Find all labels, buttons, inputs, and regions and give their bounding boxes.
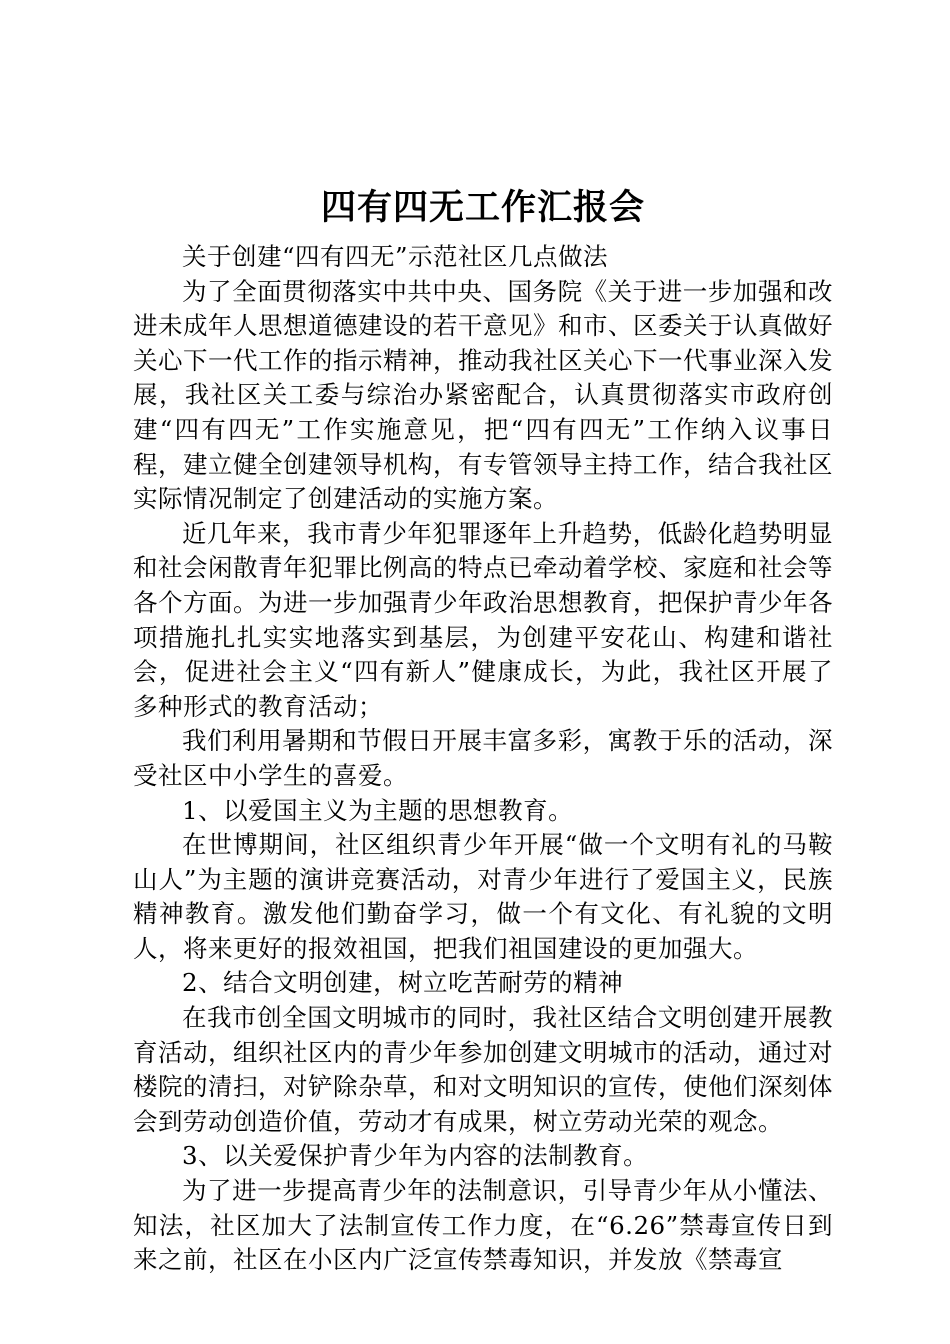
section-heading-2: 2、结合文明创建，树立吃苦耐劳的精神 bbox=[182, 968, 624, 998]
paragraph-subtitle: 关于创建“四有四无”示范社区几点做法 bbox=[182, 242, 609, 271]
paragraph-section-3: 为了进一步提高青少年的法制意识，引导青少年从小懂法、知法，社区加大了法制宣传工作力度，在“6.26”禁毒宣传日到来之前，社区在小区内广泛宣传禁毒知识，并发放《禁毒宣 bbox=[133, 1176, 833, 1275]
paragraph-activities: 我们利用暑期和节假日开展丰富多彩，寓教于乐的活动，深受社区中小学生的喜爱。 bbox=[133, 726, 833, 790]
paragraph-intro: 为了全面贯彻落实中共中央、国务院《关于进一步加强和改进未成年人思想道德建设的若干意见》和市、区委关于认真做好关心下一代工作的指示精神，推动我社区关心下一代事业深入发展，我社区关工委与综治办紧密配合，认真贯彻落实市政府创建“四有四无”工作实施意见，把“四有四无”工作纳入议事日程，建立健全创建领导机构，有专管领导主持工作，结合我社区实际情况制定了创建活动的实施方案。 bbox=[133, 276, 833, 514]
document-title: 四有四无工作汇报会 bbox=[320, 187, 645, 228]
paragraph-background: 近几年来，我市青少年犯罪逐年上升趋势，低龄化趋势明显和社会闲散青年犯罪比例高的特点已牵动着学校、家庭和社会等各个方面。为进一步加强青少年政治思想教育，把保护青少年各项措施扎扎实实地落实到基层，为创建平安花山、构建和谐社会，促进社会主义“四有新人”健康成长，为此，我社区开展了多种形式的教育活动； bbox=[133, 518, 833, 721]
paragraph-section-2: 在我市创全国文明城市的同时，我社区结合文明创建开展教育活动，组织社区内的青少年参加创建文明城市的活动，通过对楼院的清扫，对铲除杂草，和对文明知识的宣传，使他们深刻体会到劳动创造价值，劳动才有成果，树立劳动光荣的观念。 bbox=[133, 1003, 833, 1136]
section-heading-1: 1、以爱国主义为主题的思想教育。 bbox=[182, 795, 574, 825]
document-page bbox=[133, 180, 833, 1278]
section-heading-3: 3、以关爱保护青少年为内容的法制教育。 bbox=[182, 1141, 649, 1171]
paragraph-section-1: 在世博期间，社区组织青少年开展“做一个文明有礼的马鞍山人”为主题的演讲竞赛活动，对青少年进行了爱国主义，民族精神教育。激发他们勤奋学习，做一个有文化、有礼貌的文明人，将来更好的报效祖国，把我们祖国建设的更加强大。 bbox=[133, 830, 833, 963]
